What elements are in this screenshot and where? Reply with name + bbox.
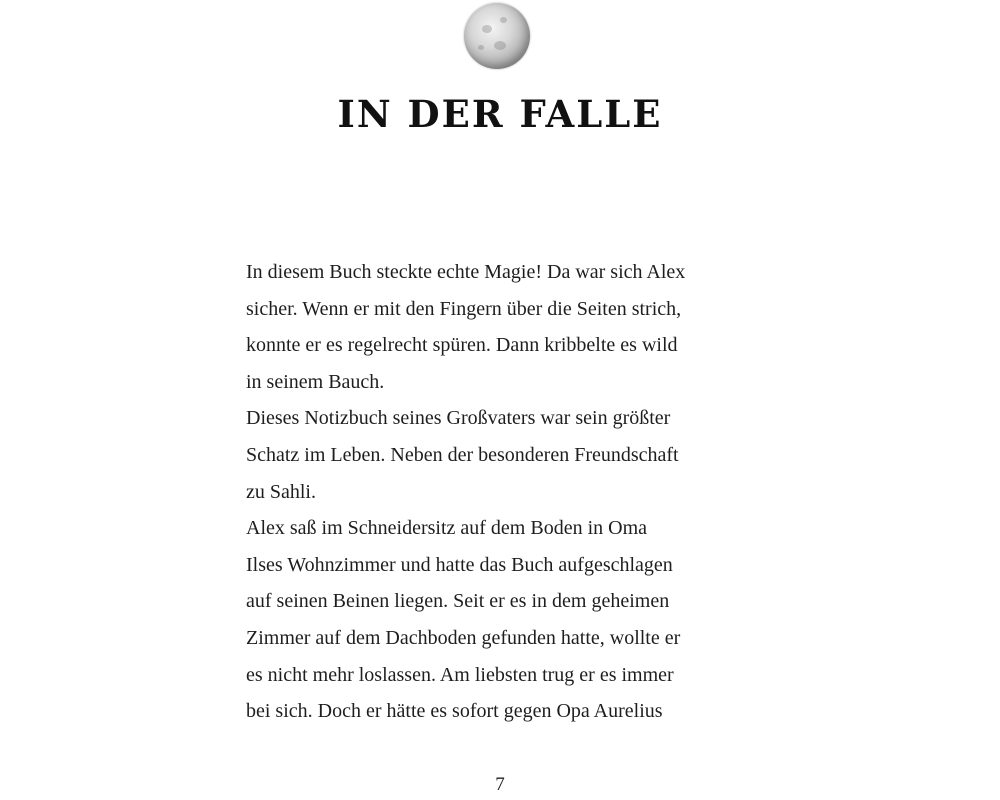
text-line: sicher. Wenn er mit den Fingern über die Seiten strich,: [246, 297, 682, 320]
text-line: Alex saß im Schneidersitz auf dem Boden in Oma: [246, 517, 648, 540]
text-line: bei sich. Doch er hätte es sofort gegen Opa Aurelius: [246, 700, 663, 723]
text-line: Dieses Notizbuch seines Großvaters war sein größter: [246, 407, 671, 430]
page-number: 7: [495, 774, 505, 795]
moon-icon: [464, 3, 530, 69]
text-line: Schatz im Leben. Neben der besonderen Freundschaft: [246, 443, 679, 466]
text-line: zu Sahli.: [246, 480, 316, 503]
text-line: Ilses Wohnzimmer und hatte das Buch aufgeschlagen: [246, 553, 673, 576]
text-line: in seinem Bauch.: [246, 370, 385, 393]
text-line: konnte er es regelrecht spüren. Dann kribbelte es wild: [246, 334, 678, 357]
text-line: Zimmer auf dem Dachboden gefunden hatte, wollte er: [246, 626, 681, 649]
text-line: auf seinen Beinen liegen. Seit er es in dem geheimen: [246, 590, 670, 613]
body-text: [246, 254, 786, 730]
text-line: es nicht mehr loslassen. Am liebsten trug er es immer: [246, 663, 674, 686]
chapter-title: IN DER FALLE: [337, 92, 663, 136]
text-line: In diesem Buch steckte echte Magie! Da war sich Alex: [246, 261, 686, 283]
